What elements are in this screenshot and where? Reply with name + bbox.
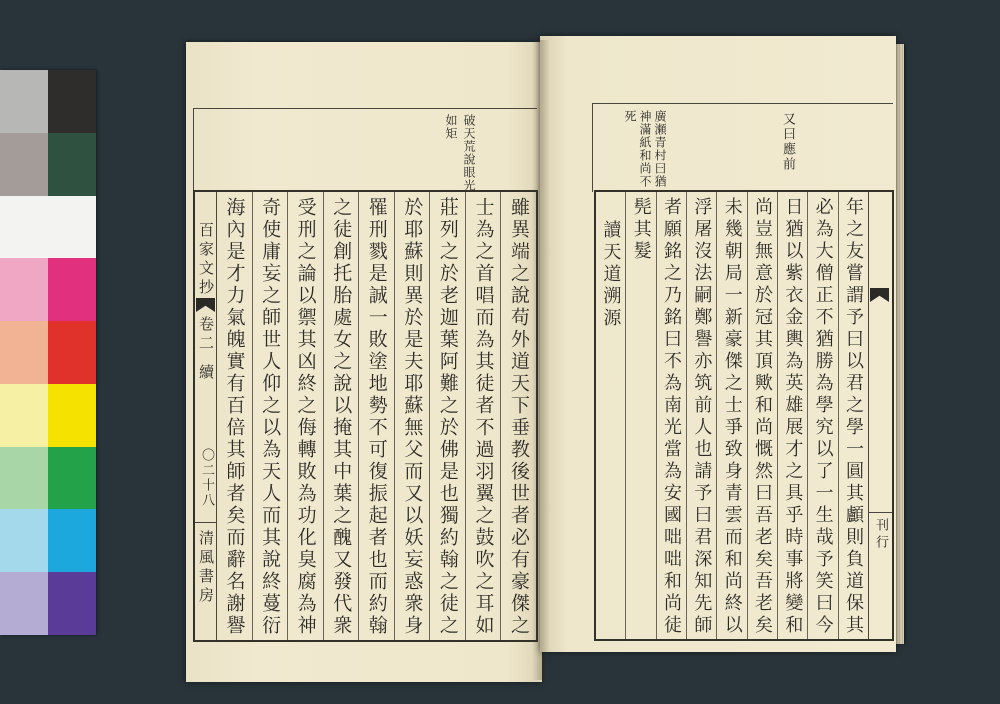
calibration-row	[0, 258, 96, 321]
calibration-row	[0, 384, 96, 447]
color-patch	[0, 572, 48, 635]
calibration-row	[0, 509, 96, 572]
calibration-row	[0, 321, 96, 384]
text-column: 浮屠沒法嗣鄭譽亦筑前人也請予曰君深知先師	[686, 192, 716, 639]
color-patch	[48, 572, 96, 635]
book-title: 百家文抄	[197, 222, 215, 298]
fold-divider	[195, 522, 216, 523]
text-column: 士為之首唱而為其徒者不過羽翼之鼓吹之耳如	[465, 192, 501, 640]
calibration-row	[0, 447, 96, 510]
color-patch	[0, 258, 48, 321]
color-patch	[48, 133, 96, 196]
left-text-columns	[217, 192, 536, 640]
color-patch	[0, 509, 48, 572]
volume-label: 卷二	[197, 316, 215, 354]
page-number: 〇二十八	[199, 448, 214, 508]
color-patch	[0, 70, 48, 133]
left-fold-strip	[195, 192, 217, 640]
color-patch	[48, 447, 96, 510]
color-patch	[0, 321, 48, 384]
text-column: 必為大僧正不猶勝為學究以了一生哉予笑曰今	[807, 192, 837, 639]
text-column: 受刑之論以禦其凶終之侮轉敗為功化臭腐為神	[287, 192, 323, 640]
text-column: 於耶蘇則異於是夫耶蘇無父而又以妖妄惑衆身	[394, 192, 430, 640]
color-patch	[0, 447, 48, 510]
color-patch	[48, 70, 96, 133]
calibration-row	[0, 70, 96, 133]
text-column: 未幾朝局一新豪傑之士爭致身青雲而和尚終以	[716, 192, 746, 639]
text-column: 髡其髮	[625, 192, 655, 639]
text-column: 之徒創托胎處女之說以掩其中葉之醜又發代衆	[323, 192, 359, 640]
left-header-note-line-2: 如矩	[444, 114, 458, 140]
text-column: 者願銘之乃銘曰不為南光當為安國咄咄和尚徒	[656, 192, 686, 639]
text-column: 莊列之於老迦葉阿難之於佛是也獨約翰之徒之	[429, 192, 465, 640]
calibration-row	[0, 133, 96, 196]
commentary-note-line-3: 死	[623, 110, 637, 123]
calibration-row	[0, 572, 96, 635]
publisher-label: 清風書房	[197, 530, 215, 606]
calibration-row	[0, 196, 96, 259]
right-header-note: 又曰應前	[780, 112, 795, 172]
left-header-box	[193, 108, 537, 192]
left-header-note-line-1: 破天荒說眼光	[462, 114, 476, 192]
commentary-note-line-1: 廣瀬青村曰猶	[653, 110, 667, 188]
color-patch	[48, 509, 96, 572]
commentary-note-line-2: 神滿紙和尚不	[638, 110, 652, 188]
color-patch	[48, 258, 96, 321]
left-text-frame	[193, 190, 538, 642]
right-fold-strip	[868, 192, 892, 639]
fold-divider	[869, 512, 892, 513]
fishtail-mark-icon	[196, 298, 215, 312]
right-text-frame	[594, 190, 894, 641]
section-heading-column: 讀天道溯源	[600, 220, 622, 330]
text-column: 年之友嘗謂予曰以君之學一圓其顱則負道保其	[838, 192, 868, 639]
color-patch	[0, 133, 48, 196]
text-column: 尚豈無意於冠其頂歟和尚慨然曰吾老矣吾老矣	[747, 192, 777, 639]
text-column: 海內是才力氣魄實有百倍其師者矣而辭名謝譽	[223, 197, 246, 637]
color-patch	[48, 321, 96, 384]
color-patch	[48, 196, 96, 259]
text-column: 奇使庸妄之師世人仰之以為天人而其說終蔓衍	[252, 192, 288, 640]
publication-label: 刊行	[873, 518, 888, 552]
text-column: 日猶以紫衣金輿為英雄展才之具乎時事將變和	[777, 192, 807, 639]
color-patch	[0, 384, 48, 447]
text-column: 罹刑戮是誠一敗塗地勢不可復振起者也而約翰	[358, 192, 394, 640]
right-text-columns	[596, 192, 868, 639]
color-calibration-strip	[0, 70, 96, 635]
color-patch	[48, 384, 96, 447]
fishtail-mark-icon	[870, 288, 889, 302]
color-patch	[0, 196, 48, 259]
text-column: 雖異端之說苟外道天下垂教後世者必有豪傑之	[500, 192, 536, 640]
section-label: 續	[197, 364, 215, 383]
